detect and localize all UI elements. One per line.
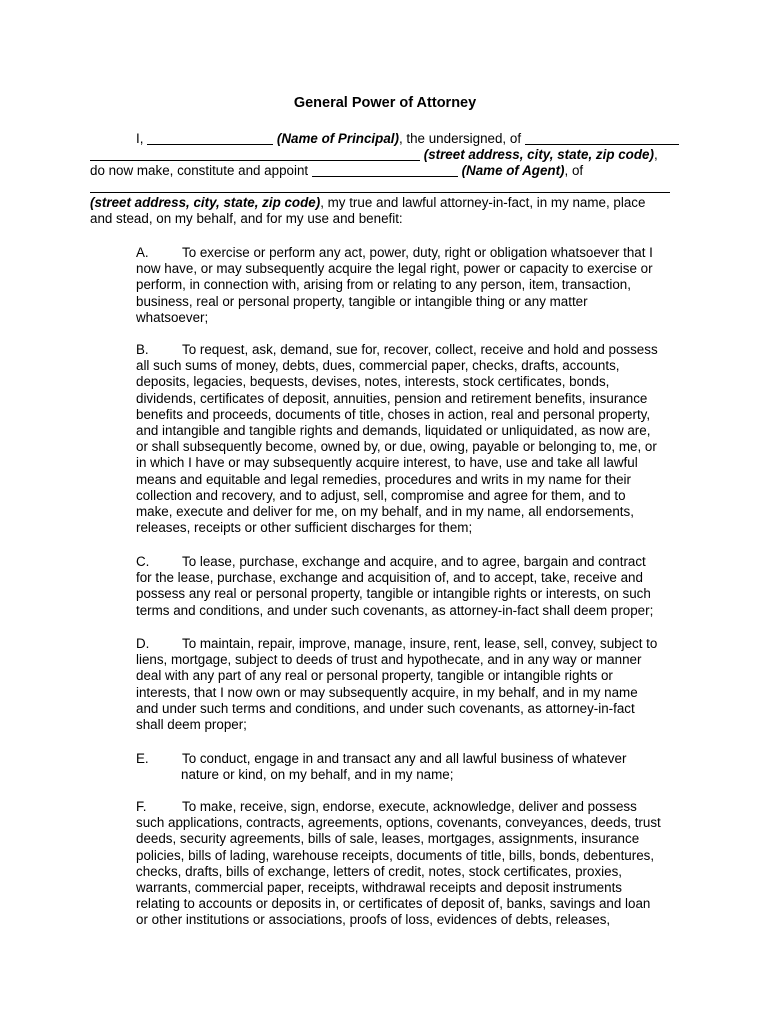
clause-text: terms and conditions, and under such covenants, as attorney-in-fact shall deem proper; — [136, 602, 654, 618]
clause-letter: C. — [136, 554, 150, 569]
clause-line — [136, 831, 684, 847]
clause-line — [136, 570, 684, 586]
clause-text: To maintain, repair, improve, manage, insure, rent, lease, sell, convey, subject to — [182, 636, 658, 651]
clause-text: possess any real or personal property, tangible or intangible rights or interests, on such — [136, 586, 651, 602]
clause-text: shall deem proper; — [136, 717, 247, 733]
intro-undersigned: , the undersigned, of — [398, 131, 522, 146]
clause-f — [136, 799, 684, 929]
intro-attorney-text: , my true and lawful attorney-in-fact, in my name, place — [320, 195, 646, 210]
clause-text: deposits, legacies, bequests, devises, notes, interests, stock certificates, bonds, — [136, 374, 610, 390]
clause-line — [136, 439, 684, 455]
clause-line — [136, 717, 684, 733]
clause-text: nature or kind, on my behalf, and in my name; — [181, 767, 454, 783]
clause-line — [136, 391, 684, 407]
document-title: General Power of Attorney — [293, 95, 477, 111]
clause-text: for the lease, purchase, exchange and acquisition of, and to accept, take, receive and — [136, 570, 643, 586]
clause-text: liens, mortgage, subject to deeds of trust and hypothecate, and in any way or manner — [136, 652, 642, 668]
street-address-label-1: (street address, city, state, zip code) — [423, 147, 654, 162]
clause-line — [136, 896, 684, 912]
clause-text: and under such terms and conditions, and under such covenants, as attorney-in-fact — [136, 700, 635, 716]
clause-line — [136, 407, 684, 423]
clause-line — [136, 245, 684, 261]
intro-line-5 — [90, 195, 645, 211]
intro-line-2 — [90, 147, 658, 163]
clause-line — [136, 358, 684, 374]
clause-text: To lease, purchase, exchange and acquire, and to agree, bargain and contract — [182, 554, 646, 569]
clause-text: in which I have or may subsequently acquire interest, to have, use and take all lawful — [136, 455, 638, 471]
intro-i: I, — [136, 131, 144, 146]
clause-letter: D. — [136, 636, 150, 651]
clause-text: such applications, contracts, agreements, options, covenants, conveyances, deeds, trust — [136, 815, 661, 831]
clause-line — [136, 767, 684, 783]
clause-text: now have, or may subsequently acquire the legal right, power or capacity to exercise or — [136, 261, 653, 277]
clause-line — [136, 799, 684, 815]
clause-d — [136, 636, 684, 733]
clause-text: or other institutions or associations, proofs of loss, evidences of debts, releases, — [136, 912, 611, 928]
principal-name-label: (Name of Principal) — [276, 131, 399, 146]
clause-text: business, real or personal property, tangible or intangible thing or any matter — [136, 293, 588, 309]
intro-line-1 — [136, 131, 679, 147]
clause-line — [136, 488, 684, 504]
clause-line — [136, 685, 684, 701]
clause-b — [136, 342, 684, 536]
clause-text: checks, drafts, bills of exchange, letters of credit, notes, stock certificates, proxies, — [136, 863, 622, 879]
clause-text: perform, in connection with, arising from or relating to any person, item, transaction, — [136, 277, 631, 293]
agent-name-label: (Name of Agent) — [461, 163, 565, 178]
clause-text: To make, receive, sign, endorse, execute, acknowledge, deliver and possess — [182, 799, 637, 814]
clause-text: To conduct, engage in and transact any and all lawful business of whatever — [182, 751, 627, 766]
clause-text: dividends, certificates of deposit, annuities, pension and retirement benefits, insurance — [136, 390, 648, 406]
clause-text: warrants, commercial paper, receipts, withdrawal receipts and deposit instruments — [136, 880, 622, 896]
clause-line — [136, 472, 684, 488]
agent-address-blank[interactable] — [90, 192, 670, 193]
clause-letter: B. — [136, 342, 149, 357]
clause-text: policies, bills of lading, warehouse receipts, documents of title, bills, bonds, debentures, — [136, 847, 655, 863]
clause-line — [136, 636, 684, 652]
clause-text: whatsoever; — [136, 309, 209, 325]
clause-line — [136, 848, 684, 864]
intro-do-now: do now make, constitute and appoint — [90, 163, 309, 178]
clause-text: deal with any part of any real or personal property, tangible or intangible rights or — [136, 668, 613, 684]
clause-text: benefits and proceeds, documents of title, choses in action, real and personal property, — [136, 406, 651, 422]
clause-line — [136, 423, 684, 439]
clause-line — [136, 294, 684, 310]
clause-line — [136, 815, 684, 831]
clause-text: relating to accounts or deposits in, or certificates of deposit of, banks, savings and loan — [136, 896, 651, 912]
clause-line — [136, 554, 684, 570]
clause-text: interests, that I now own or may subsequently acquire, in my behalf, and in my name — [136, 684, 638, 700]
clause-e — [136, 751, 684, 783]
clause-line — [136, 880, 684, 896]
clause-text: means and equitable and legal remedies, procedures and writs in my name for their — [136, 471, 631, 487]
clause-line — [136, 504, 684, 520]
clause-text: or shall subsequently become, owned by, or due, owing, payable or belonging to, me, or — [136, 439, 657, 455]
clause-text: and intangible and tangible rights and demands, liquidated or unliquidated, as now are, — [136, 423, 651, 439]
agent-name-blank[interactable] — [312, 164, 458, 177]
clause-line — [136, 261, 684, 277]
clause-line — [136, 310, 684, 326]
clause-line — [136, 374, 684, 390]
clause-a — [136, 245, 684, 326]
clause-line — [136, 520, 684, 536]
principal-address-blank-1[interactable] — [525, 132, 679, 145]
clause-line — [136, 864, 684, 880]
clause-text: To exercise or perform any act, power, duty, right or obligation whatsoever that I — [182, 245, 653, 260]
intro-comma: , — [653, 147, 658, 162]
clause-text: releases, receipts or other sufficient discharges for them; — [136, 520, 473, 536]
street-address-label-2: (street address, city, state, zip code) — [90, 195, 321, 210]
clause-line — [136, 277, 684, 293]
clause-c — [136, 554, 684, 619]
clause-letter: E. — [136, 751, 149, 766]
clause-text: all such sums of money, debts, dues, commercial paper, checks, drafts, accounts, — [136, 358, 620, 374]
clause-text: make, execute and deliver for me, on my behalf, and in my name, all endorsements, — [136, 504, 634, 520]
clause-line — [136, 701, 684, 717]
clause-line — [136, 455, 684, 471]
clause-line — [136, 668, 684, 684]
clause-letter: A. — [136, 245, 149, 260]
clause-line — [136, 751, 684, 767]
principal-address-blank-2[interactable] — [90, 148, 420, 161]
clause-line — [136, 912, 684, 928]
principal-name-blank[interactable] — [147, 132, 273, 145]
intro-line-3 — [90, 163, 583, 179]
intro-of: , of — [564, 163, 584, 178]
clause-text: collection and recovery, and to adjust, sell, compromise and agree for them, and to — [136, 487, 626, 503]
clause-line — [136, 603, 684, 619]
clause-text: deeds, security agreements, bills of sale, leases, mortgages, assignments, insurance — [136, 831, 640, 847]
intro-line-6: and stead, on my behalf, and for my use and benefit: — [90, 211, 403, 226]
clause-line — [136, 342, 684, 358]
clause-text: To request, ask, demand, sue for, recover, collect, receive and hold and possess — [182, 342, 658, 357]
clause-line — [136, 652, 684, 668]
clause-letter: F. — [136, 799, 147, 814]
clause-line — [136, 586, 684, 602]
